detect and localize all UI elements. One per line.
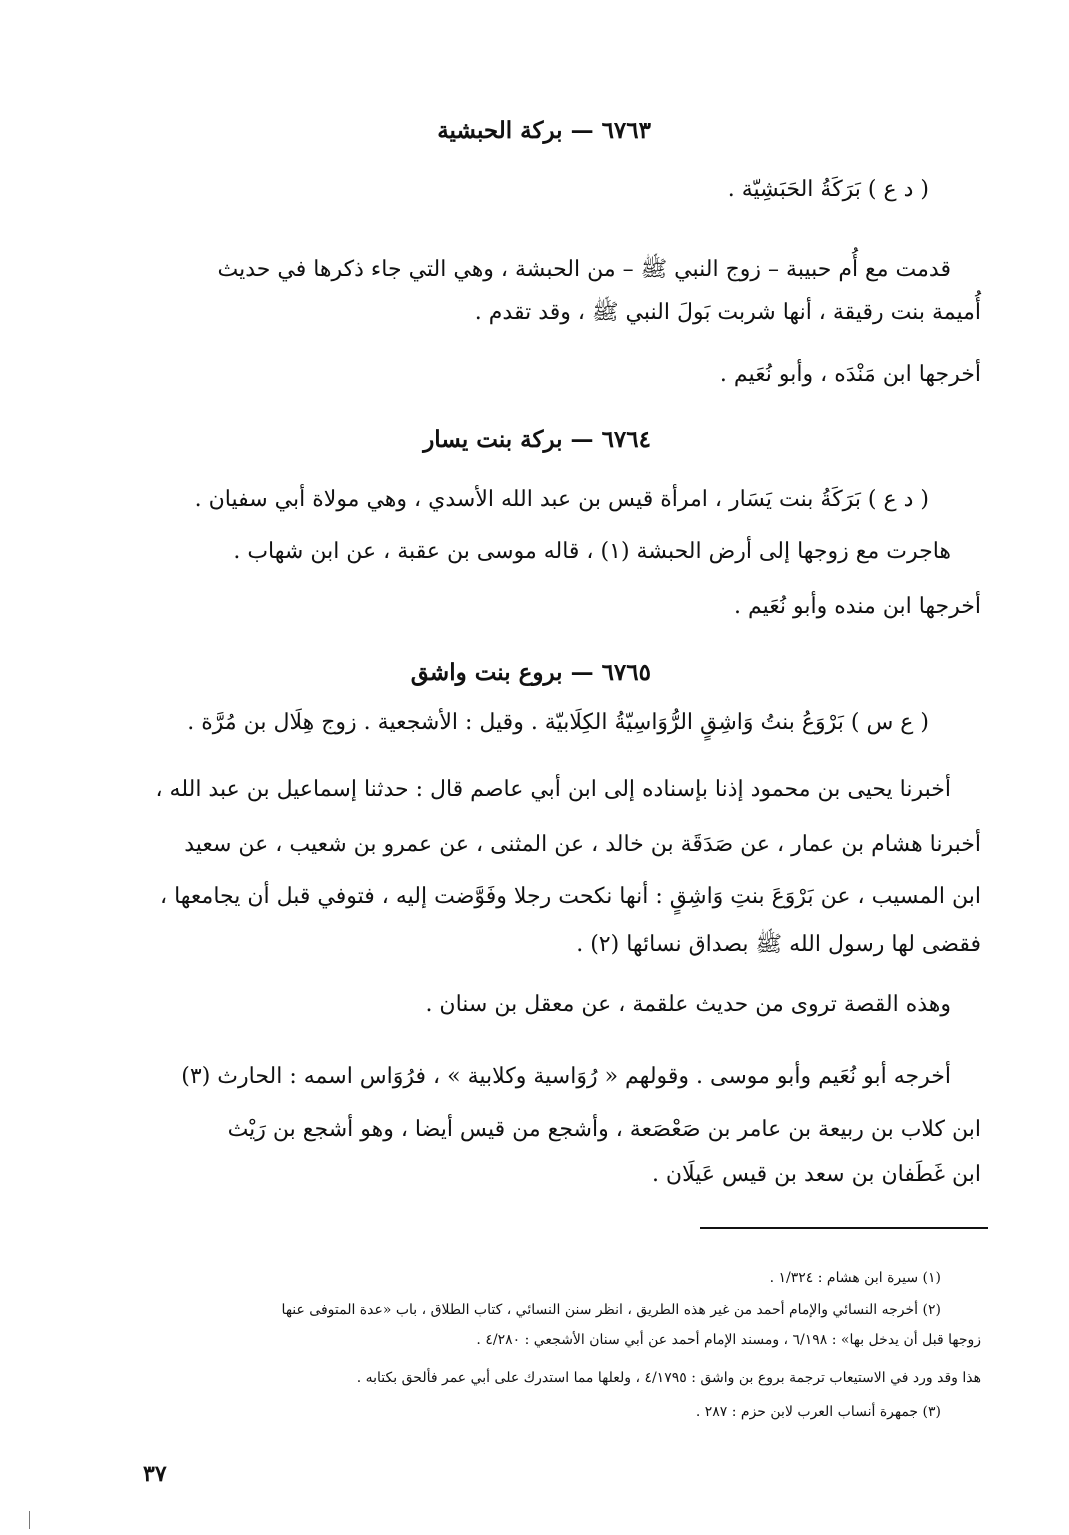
- entry-line: ( د ع ) بَرَكَةُ الحَبَشِيّة .: [727, 177, 929, 202]
- footnote: (١) سيرة ابن هشام : ١/٣٢٤ .: [769, 1270, 941, 1286]
- footnote-divider: [700, 1227, 988, 1229]
- entry-heading: ٦٧٦٥ — بروع بنت واشق: [410, 659, 651, 686]
- entry-line: وهذه القصة تروى من حديث علقمة ، عن معقل بن سنان .: [425, 992, 951, 1017]
- scan-margin-mark: [29, 1511, 30, 1529]
- entry-line: أخرجه أبو نُعَيم وأبو موسى . وقولهم « رُوَاسية وكلابية » ، فرُوَاس اسمه : الحارث (٣): [181, 1064, 951, 1089]
- entry-line: ابن المسيب ، عن بَرْوَعَ بنتِ وَاشِقٍ : أنها نكحت رجلا وفَوَّضت إليه ، فتوفي قبل أن يجامعها ،: [159, 884, 981, 909]
- entry-line: ( ع س ) بَرْوَعُ بنتُ وَاشِقٍ الرُّوَاسِيّةُ الكِلَابيّة . وقيل : الأشجعية . زوج هِلَال بن مُرَّة .: [187, 710, 929, 735]
- entry-line: أخبرنا يحيى بن محمود إذنا بإسناده إلى ابن أبي عاصم قال : حدثنا إسماعيل بن عبد الله ،: [155, 777, 951, 802]
- entry-line: قدمت مع أُم حبيبة – زوج النبي ﷺ – من الحبشة ، وهي التي جاء ذكرها في حديث: [217, 257, 951, 282]
- entry-heading: ٦٧٦٣ — بركة الحبشية: [437, 117, 651, 144]
- entry-line: ابن غَطَفان بن سعد بن قيس عَيلَان .: [651, 1162, 981, 1187]
- page-number: ٣٧: [143, 1461, 167, 1487]
- footnote: زوجها قبل أن يدخل بها» : ٦/١٩٨ ، ومسند الإمام أحمد عن أبي سنان الأشجعي : ٤/٢٨٠ .: [476, 1332, 981, 1348]
- entry-line: أخبرنا هشام بن عمار ، عن صَدَقَة بن خالد ، عن المثنى ، عن عمرو بن شعيب ، عن سعيد: [184, 832, 981, 857]
- entry-heading: ٦٧٦٤ — بركة بنت يسار: [423, 426, 651, 453]
- footnote: (٢) أخرجه النسائي والإمام أحمد من غير هذه الطريق ، انظر سنن النسائي ، كتاب الطلاق ، باب «عدة المتوفى عنها: [281, 1302, 941, 1318]
- entry-line: أخرجها ابن منده وأبو نُعَيم .: [734, 594, 981, 619]
- footnote: هذا وقد ورد في الاستيعاب ترجمة بروع بن واشق : ٤/١٧٩٥ ، ولعلها مما استدرك على أبي عمر فألحق بكتابه .: [356, 1370, 981, 1386]
- entry-line: هاجرت مع زوجها إلى أرض الحبشة (١) ، قاله موسى بن عقبة ، عن ابن شهاب .: [233, 539, 951, 564]
- entry-line: ابن كلاب بن ربيعة بن عامر بن صَعْصَعة ، وأشجع من قيس أيضا ، وهو أشجع بن رَيْث: [227, 1117, 981, 1142]
- footnote: (٣) جمهرة أنساب العرب لابن حزم : ٢٨٧ .: [695, 1404, 941, 1420]
- entry-line: أخرجها ابن مَنْدَه ، وأبو نُعَيم .: [719, 362, 981, 387]
- entry-line: أُميمة بنت رقيقة ، أنها شربت بَولَ النبي ﷺ ، وقد تقدم .: [474, 300, 981, 325]
- entry-line: ( د ع ) بَرَكَةُ بنت يَسَار ، امرأة قيس بن عبد الله الأسدي ، وهي مولاة أبي سفيان .: [194, 487, 929, 512]
- entry-line: فقضى لها رسول الله ﷺ بصداق نسائها (٢) .: [576, 932, 981, 957]
